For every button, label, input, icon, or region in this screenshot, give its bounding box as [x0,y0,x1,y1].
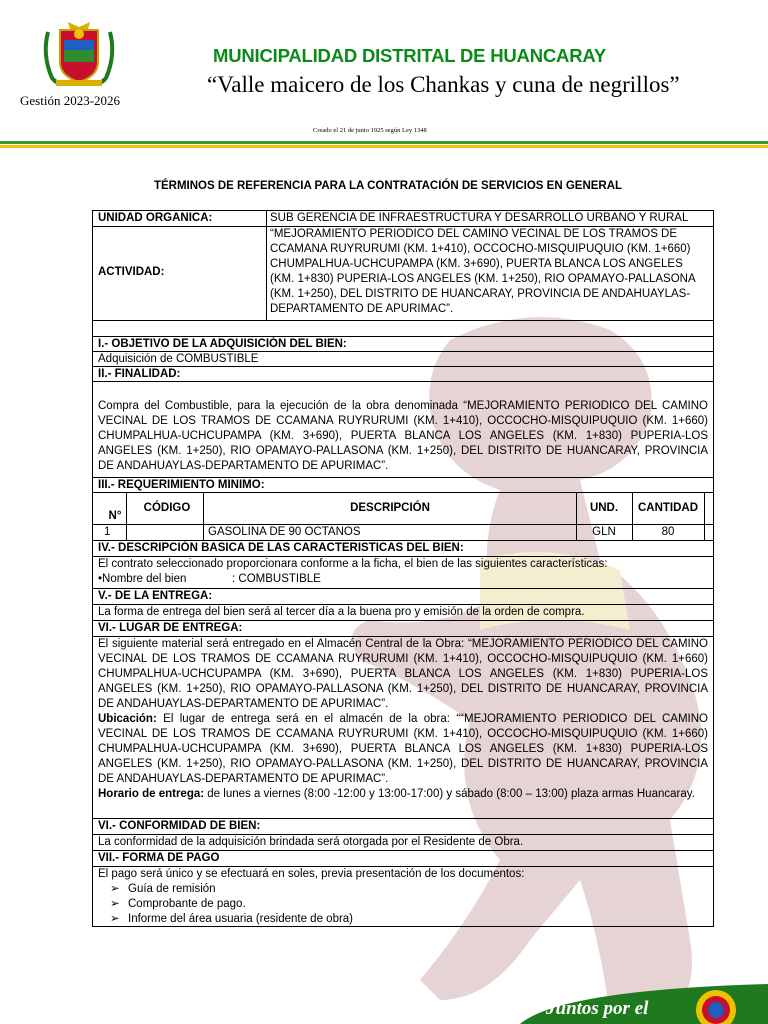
section-delivery-title: V.- DE LA ENTREGA: [92,588,714,604]
cell-description: GASOLINA DE 90 OCTANOS [208,526,361,538]
table-divider [126,492,127,540]
municipality-slogan: “Valle maicero de los Chankas y cuna de negrillos” [207,72,680,97]
location-label: Ubicación: [98,713,157,725]
gestion-period: Gestión 2023-2026 [20,93,121,108]
schedule-text: de lunes a viernes (8:00 -12:00 y 13:00-17:00) y sábado (8:00 – 13:00) plaza armas Huancaray. [204,788,695,800]
unit-label-text: UNIDAD ORGANICA: [98,212,213,224]
list-item-text: Guía de remisión [128,883,216,895]
item-name-value: : COMBUSTIBLE [232,573,321,585]
section-conformity-text: La conformidad de la adquisición brindada será otorgada por el Residente de Obra. [92,834,714,850]
section-characteristics-title: IV.- DESCRIPCIÓN BASICA DE LAS CARACTERISTICAS DEL BIEN: [92,540,714,556]
section-place-box [92,636,714,818]
schedule-label: Horario de entrega: [98,788,205,800]
column-divider [266,210,267,320]
list-item [98,912,708,927]
footer-brand [520,960,768,1024]
table-divider [576,492,577,540]
section-payment-text: El pago será único y se efectuará en soles, previa presentación de los documentos: [98,868,525,880]
table-divider [203,492,204,540]
section-payment-box [92,866,714,927]
location-text: El lugar de entrega será en el almacén de la obra: ““MEJORAMIENTO PERIODICO DEL CAMINO VECINAL DE LOS TRAMOS DE CCAMANA RUYRURUMI (KM. 1+410), OCCOCHO-MISQUIPUQUIO (KM. 1+660) CHUMPALHUA-UCHCUPAMPA (KM. 3+690), PUERTA BLANCA LOS ANGELES (KM. 1+830) PUPERIA-LOS ANGELES (KM. 1+250), RIO OPAMAYO-PALLASONA (KM. 1+250), DEL DISTRITO DE HUANCARAY, PROVINCIA DE ANDAHUAYLAS-DEPARTAMENTO DE APURIMAC”. [98,713,708,785]
document-title: TÉRMINOS DE REFERENCIA PARA LA CONTRATACIÓN DE SERVICIOS EN GENERAL [153,180,623,192]
section-purpose-text: Compra del Combustible, para la ejecución de la obra denominada “MEJORAMIENTO PERIODICO DEL CAMINO VECINAL DE LOS TRAMOS DE CCAMANA RUYRURUMI (KM. 1+410), OCCOCHO-MISQUIPUQUIO (KM. 1+660) CHUMPALHUA-UCHCUPAMPA (KM. 3+690), PUERTA BLANCA LOS ANGELES (KM. 1+830) PUPERIA-LOS ANGELES (KM. 1+250), RIO OPAMAYO-PALLASONA (KM. 1+250), DEL DISTRITO DE HUANCARAY, PROVINCIA DE ANDAHUAYLAS-DEPARTAMENTO DE APURIMAC”. [98,400,708,472]
section-payment-title: VII.- FORMA DE PAGO [92,850,714,866]
unit-value: SUB GERENCIA DE INFRAESTRUCTURA Y DESARROLLO URBANO Y RURAL [270,212,689,224]
cell-number: 1 [104,526,111,538]
list-item-text: Informe del área usuaria (residente de obra) [128,913,354,925]
activity-label: ACTIVIDAD: [98,266,165,278]
activity-value: “MEJORAMIENTO PERIODICO DEL CAMINO VECINAL DE LOS TRAMOS DE CCAMANA RUYRURUMI (KM. 1+410), OCCOCHO-MISQUIPUQUIO (KM. 1+660) CHUMPALHUA-UCHCUPAMPA (KM. 3+690), PUERTA BLANCA LOS ANGELES (KM. 1+830) PUPERIA-LOS ANGELES (KM. 1+250), RIO OPAMAYO-PALLASONA (KM. 1+250), DEL DISTRITO DE HUANCARAY, PROVINCIA DE ANDAHUAYLAS-DEPARTAMENTO DE APURIMAC”. [270,228,696,315]
arrow-bullet-icon: ➢ [110,898,120,910]
spacer-row [92,320,714,336]
section-objective-title: I.- OBJETIVO DE LA ADQUISICIÓN DEL BIEN: [92,336,714,351]
header-divider-yellow [0,145,768,148]
municipality-crest-logo [38,20,120,90]
cell-unit: GLN [592,526,616,538]
footer-slogan: Juntos por el [546,998,649,1019]
section-characteristics-box [92,556,714,588]
arrow-bullet-icon: ➢ [110,883,120,895]
municipality-name: MUNICIPALIDAD DISTRITAL DE HUANCARAY [213,45,606,66]
section-delivery-text: La forma de entrega del bien será al tercer día a la buena pro y emisión de la orden de compra. [92,604,714,620]
section-purpose-box [92,381,714,477]
creation-note: Creado el 21 de junio 1925 según Ley 1348 [313,127,427,134]
characteristics-item [98,572,708,587]
section-objective-text: Adquisición de COMBUSTIBLE [92,351,714,366]
col-unit-header: UND. [589,502,619,514]
payment-documents-list [98,882,708,927]
col-description-header: DESCRIPCIÓN [350,502,430,514]
list-item [98,882,708,897]
section-place-title: VI.- LUGAR DE ENTREGA: [92,620,714,636]
section-conformity-title: VI.- CONFORMIDAD DE BIEN: [92,818,714,834]
section-place-location [98,712,708,787]
section-purpose-title: II.- FINALIDAD: [92,366,714,381]
section-place-text: El siguiente material será entregado en el Almacén Central de la Obra: “MEJORAMIENTO PERIODICO DEL CAMINO VECINAL DE LOS TRAMOS DE CCAMANA RUYRURUMI (KM. 1+410), OCCOCHO-MISQUIPUQUIO (KM. 1+660) CHUMPALHUA-UCHCUPAMPA (KM. 3+690), PUERTA BLANCA LOS ANGELES (KM. 1+830) PUPERIA-LOS ANGELES (KM. 1+250), RIO OPAMAYO-PALLASONA (KM. 1+250), DEL DISTRITO DE HUANCARAY, PROVINCIA DE ANDAHUAYLAS-DEPARTAMENTO DE APURIMAC”. [98,638,708,710]
arrow-bullet-icon: ➢ [110,913,120,925]
col-code-header: CÓDIGO [143,502,191,514]
section-place-schedule [98,787,708,802]
section-requirement-title: III.- REQUERIMIENTO MINIMO: [92,477,714,492]
table-divider [704,492,705,540]
col-quantity-header: CANTIDAD [637,502,699,514]
col-number-header: N° [108,510,122,522]
table-divider [632,492,633,540]
cell-quantity: 80 [661,526,675,538]
item-name-label: •Nombre del bien [98,573,187,585]
list-item [98,897,708,912]
list-item-text: Comprobante de pago. [128,898,246,910]
header-divider-green [0,141,768,144]
section-characteristics-text: El contrato seleccionado proporcionara conforme a la ficha, el bien de las siguientes características: [98,558,608,570]
